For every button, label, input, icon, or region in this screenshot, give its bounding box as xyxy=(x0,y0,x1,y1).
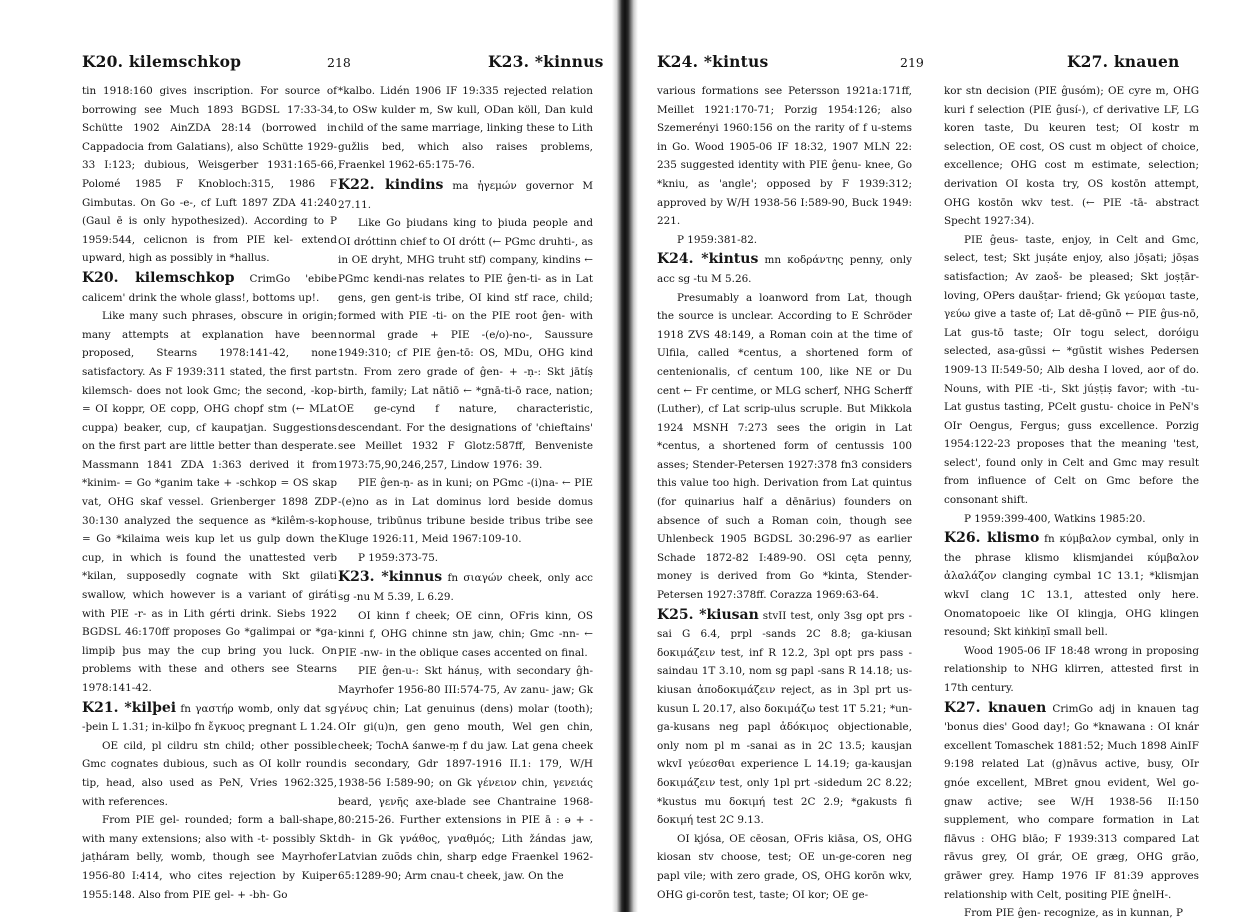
left-page xyxy=(0,0,618,912)
page-number: 219 xyxy=(900,55,924,70)
continued-paragraph: tin 1918:160 gives inscription. For source of borrowing see Much 1893 BGDSL 17:33-34, Schütte 1902 AinZDA 28:14 (borrowed in Cappadocia from Galatians), also Schütte 1929-33 I:123; dubious, Weisgerber 1931:165-66, Polomé 1985 F Knobloch:315, 1986 F Gimbutas. On Go -e-, cf Luft 1897 ZDA 41:240 (Gaul ē is only hypothesized). According to P 1959:544, celicnon is from PIE kel- extend upward, high as possibly in *hallus. xyxy=(82,85,337,265)
paragraph: PIE ĝen-ṇ- as in kuni; on PGmc -(i)na- ← PIE -(e)no as in Lat dominus lord beside domus house, tribūnus tribune beside tribus tribe see Kluge 1926:11, Meid 1967:109-10. xyxy=(338,477,593,546)
entry-headword: K27. knauen xyxy=(944,699,1047,716)
continued-paragraph: various formations see Petersson 1921a:171ff, Meillet 1921:170-71; Porzig 1954:126; also Szemerényi 1960:156 on the rarity of f u-stems in Go. Wood 1905-06 IF 18:32, 1907 MLN 22: 235 suggested identity with PIE ĝenu- knee, Go *kniu, as 'angle'; opposed by F 1939:312; approved by W/H 1938-56 I:589-90, Buck 1949: 221. xyxy=(657,85,912,228)
paragraph: Wood 1905-06 IF 18:48 wrong in proposing relationship to NHG klirren, attested first in 17th century. xyxy=(944,644,1199,694)
paragraph: PIE ĝeus- taste, enjoy, in Celt and Gmc, select, test; Skt juṣáte enjoy, also jōṣati; jōṣas satisfaction; Av zaoš- be pleased; Skt joṣṭār-loving, OPers daušṭar- friend; Gk γεύομαι taste, γεύω give a taste of; Lat dē-gūnō ← PIE ĝus-nō, Lat gus-tō taste; OIr togu select, doróigu selected, asa-gūssi ← *gūstit wishes Pedersen 1909-13 II:549-50; Alb desha I loved, aor of do. Nouns, with PIE -ti-, Skt júṣṭiṣ favor; with -tu- Lat gustus tasting, PCelt gustu- choice in PeN's OIr Oengus, Fergus; guss excellence. Porzig 1954:122-23 proposes that the meaning 'test, select', found only in Celt and Gmc may result from influence of Celt on Gmc before the consonant shift. xyxy=(944,233,1199,507)
paragraph: Like many such phrases, obscure in origin; many attempts at explanation have been proposed, Stearns 1978:141-42, none satisfactory. As F 1939:311 stated, the first part kilemsch- does not look Gmc; the second, -kop- = OI koppr, OE copp, OHG chopf stm (← MLat cuppa) beaker, cup, cf kaupatjan. Suggestions on the first part are little better than desperate. Massmann 1841 ZDA 1:363 derived it from *kinim- = Go *ganim take + -schkop = OS skap vat, OHG skaf vessel. Grienberger 1898 ZDP 30:130 analyzed the sequence as *kilêm-s-kop = Go *kilaima weis kup let us gulp down the cup, in which is found the unattested verb *kilan, supposedly cognate with Skt gilati swallow, which however is a variant of giráti with PIE -r- as in Lith gérti drink. Siebs 1922 BGDSL 46:170ff proposes Go *galimpai or *ga-limpiþ þus may the cup bring you luck. On problems with these and others see Stearns 1978:141-42. xyxy=(82,310,337,694)
entry-headword: K22. kindins xyxy=(338,176,444,193)
entry-definition: CrimGo adj in knauen tag 'bonus dies' Good day!; Go *knawana : OI knár excellent Tomaschek 1881:52; Much 1898 AinIF 9:198 related Lat (g)nāvus active, busy, OIr gnóe excellent, MBret gnou evident, Wel go-gnaw active; see W/H 1938-56 II:150 supplement, who compare formation in Lat flāvus : OHG blāo; F 1939:313 compared Lat rāvus grey, OI grár, OE græg, OHG grāo, grāwer grey. Hamp 1976 IF 81:39 approves relationship with Celt, positing PIE ĝnelH-. xyxy=(944,702,1199,901)
continued-paragraph: *kalbo. Lidén 1906 IF 19:335 rejected relation to OSw kulder m, Sw kull, ODan köll, Dan kuld child of the same marriage, linking these to Lith gužlis bed, which also raises problems, Fraenkel 1962-65:175-76. xyxy=(338,85,593,172)
entry-headword: K23. *kinnus xyxy=(338,569,443,586)
paragraph: P 1959:381-82. xyxy=(677,233,758,246)
text-column xyxy=(82,82,337,904)
paragraph: PIE ĝen-u-: Skt hánuṣ, with secondary ĝh-Mayrhofer 1956-80 III:574-75, Av zanu- jaw; Gk γένυς chin; Lat genuinus (dens) molar (tooth); OIr gi(u)n, gen geno mouth, Wel gen chin, cheek; TochA śanwe-ṃ f du jaw. Lat gena cheek is secondary, Gdr 1897-1916 II.1: 179, W/H 1938-56 I:589-90; on Gk γένειον chin, γενειάς beard, γενῆς axe-blade see Chantraine 1968-80:215-26. Further extensions in PIE ā : ə + -dh- in Gk γνάθος, γναθμός; Lith žándas jaw, Latvian zuõds chin, sharp edge Fraenkel 1962-65:1289-90; Arm cnau-t cheek, jaw. On the xyxy=(338,665,593,882)
running-head-left: K24. *kintus xyxy=(657,52,769,71)
dictionary-entry xyxy=(338,176,593,214)
entry-headword: K26. klismo xyxy=(944,530,1040,547)
entry-definition: stvII test, only 3sg opt prs -sai G 6.4, prpl -sands 2C 8.8; ga-kiusan δοκιμάζειν test, inf R 12.2, 3pl opt prs pass -saindau 1T 3.10, nom sg papl -sans R 14.18; us-kiusan ἀποδοκιμάζειν reject, as in 3pl prt us-kusun L 20.17, also δοκιμάζω test 1T 5.21; *un-ga-kusans neg papl ἀδόκιμος objectionable, only nom pl m -sanai as in 2C 13.5; kausjan wkvI γεύεσθαι experience L 14.19; ga-kausjan δοκιμάζειν test, only 1pl prt -sidedum 2C 8.22; *kustus mu δοκιμή test 2C 2.9; *gakusts fi δοκιμή test 2C 9.13. xyxy=(657,609,912,827)
dictionary-entry xyxy=(657,606,912,830)
entry-headword: K20. kilemschkop xyxy=(82,269,235,286)
paragraph: OI kjósa, OE cēosan, OFris kiāsa, OS, OHG kiosan stv choose, test; OE un-ge-coren neg papl vile; with zero grade, OS, OHG korōn wkv, OHG gi-corōn test, taste; OI kor; OE ge- xyxy=(657,832,912,901)
continued-paragraph: kor stn decision (PIE ĝusóm); OE cyre m, OHG kuri f selection (PIE ĝusí-), cf derivative LF, LG koren taste, Du keuren test; OI kostr m selection, OE cost, OS cust m object of choice, excellence; OHG cost m estimate, selection; derivation OI kosta try, OS kostōn attempt, OHG kostōn wkv test. (← PIE -tā- abstract Specht 1927:34). xyxy=(944,85,1199,228)
entry-headword: K24. *kintus xyxy=(657,251,759,268)
paragraph: Like Go þiudans king to þiuda people and OI dróttinn chief to OI drótt (← PGmc druhti-, as in OE dryht, MHG truht stf) company, kindins ← PGmc kendi-nas relates to PIE ĝen-ti- as in Lat gens, gen gent-is tribe, OI kind stf race, child; formed with PIE -ti- on the PIE root ĝen- with normal grade + PIE -(e/o)-no-, Saussure 1949:310; cf PIE ĝen-tō: OS, MDu, OHG kind stn. From zero grade of ĝen- + -ṇ-: Skt jātíṣ birth, family; Lat nātiō ← *gnā-ti-ō race, nation; OE ge-cynd f nature, characteristic, descendant. For the designations of 'chieftains' see Meillet 1932 F Glotz:587ff, Benveniste 1973:75,90,246,257, Lindow 1976: 39. xyxy=(338,217,593,471)
entry-definition: mn κοδράντης penny, only acc sg -tu M 5.26. xyxy=(657,254,912,285)
paragraph: OE cild, pl cildru stn child; other possible Gmc cognates dubious, such as OI kollr round tip, head, also used as PeN, Vries 1962:325, with references. xyxy=(82,739,337,808)
text-column xyxy=(338,82,593,904)
paragraph: From PIE gel- rounded; form a ball-shape, with many extensions; also with -t- possibly Skt jaṭháram belly, womb, though see Mayrhofer 1956-80 I:414, who cites rejection by Kuiper 1955:148. Also from PIE gel- + -bh- Go xyxy=(82,814,337,901)
paragraph: P 1959:399-400, Watkins 1985:20. xyxy=(964,512,1146,525)
text-column xyxy=(944,82,1199,920)
dictionary-entry xyxy=(82,699,337,737)
dictionary-entry xyxy=(338,568,593,606)
entry-definition: fn κύμβαλον cymbal, only in the phrase klismo klismjandei κύμβαλον ἀλαλάζον clanging cymbal 1C 13.1; *klismjan wkvI clang 1C 13.1, attested only here. Onomatopoeic like OI klingja, OHG klingen resound; Skt kiṅkiṇī small bell. xyxy=(944,533,1199,639)
entry-definition: fn γαστήρ womb, only dat sg -þein L 1.31; in-kilþo fn ἔγκυος pregnant L 1.24. xyxy=(82,702,337,734)
dictionary-entry xyxy=(944,699,1199,905)
running-head-right: K23. *kinnus xyxy=(488,52,604,71)
page-number: 218 xyxy=(327,55,351,70)
entry-headword: K25. *kiusan xyxy=(657,606,759,623)
entry-definition: fn σιαγών cheek, only acc sg -nu M 5.39, L 6.29. xyxy=(338,572,594,604)
running-head-right: K27. knauen xyxy=(1067,52,1180,71)
paragraph: P 1959:373-75. xyxy=(358,551,439,564)
dictionary-entry xyxy=(82,269,337,307)
entry-definition: ma ἡγεμών governor M 27.11. xyxy=(338,179,593,211)
running-head-left: K20. kilemschkop xyxy=(82,52,242,71)
dictionary-entry xyxy=(944,529,1199,642)
paragraph: From PIE ĝen- recognize, as in kunnan, P xyxy=(964,907,1183,920)
entry-headword: K21. *kilþei xyxy=(82,699,177,716)
dictionary-entry xyxy=(657,250,912,288)
paragraph: Presumably a loanword from Lat, though the source is unclear. According to E Schröder 1918 ZVS 48:149, a Roman coin at the time of Ulfila, called *centus, a shortened form of centenionalis, cf centum 100, like NE or Du cent ← Fr centime, or MLG scherf, NHG Scherff (Luther), cf Lat scrip-ulus scruple. But Mikkola 1924 MSNH 7:273 sees the origin in Lat *centus, a shortened form of centussis 100 asses; Stender-Petersen 1927:378 fn3 considers this value too high. Derivation from Lat quintus (for quinarius half a dēnārius) founders on absence of such a Roman coin, though see Uhlenbeck 1905 BGDSL 30:296-97 as earlier Schade 1872-82 I:489-90. OSl cęta penny, money is derived from Go *kinta, Stender-Petersen 1927:378ff. Corazza 1969:63-64. xyxy=(657,291,912,602)
right-page xyxy=(642,0,1246,920)
paragraph: OI kinn f cheek; OE cinn, OFris kinn, OS kinni f, OHG chinne stn jaw, chin; Gmc -nn- ← PIE -nw- in the oblique cases accented on final. xyxy=(338,609,593,659)
text-column xyxy=(657,82,912,904)
entry-definition: CrimGo 'ebibe calicem' drink the whole glass!, bottoms up!. xyxy=(82,272,337,304)
